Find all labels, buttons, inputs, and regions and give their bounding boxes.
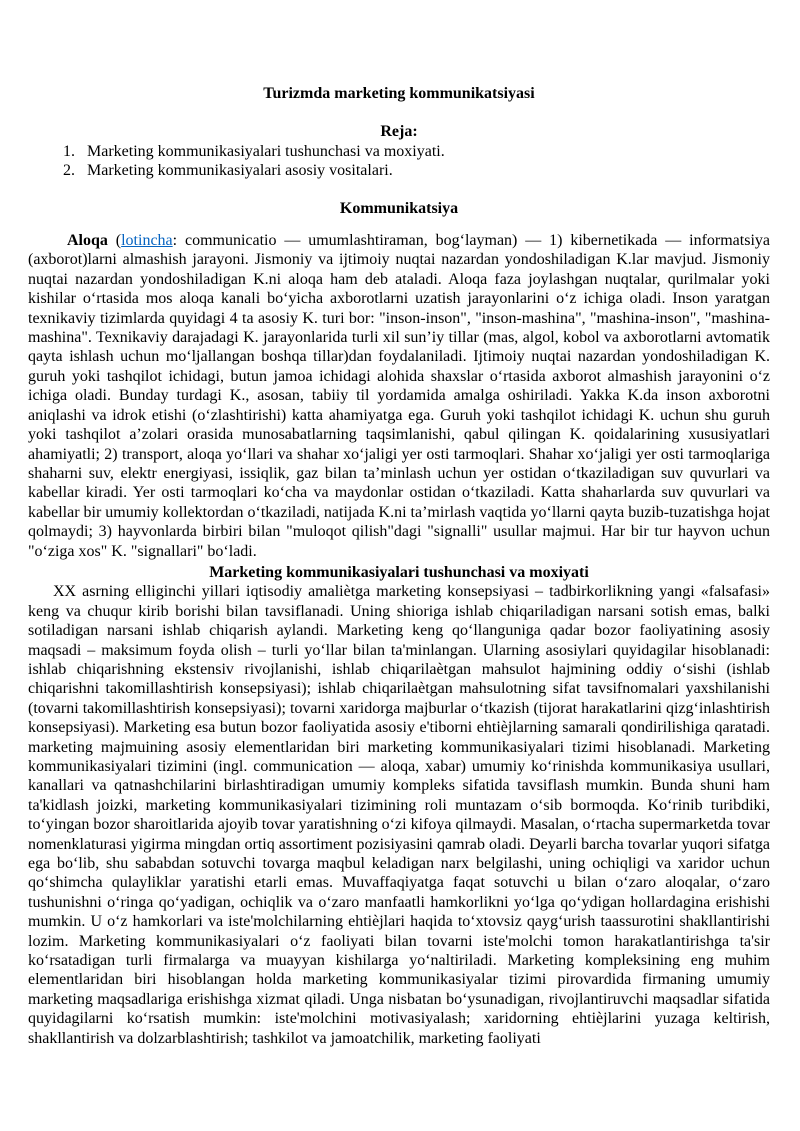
plan-item-number: 2. bbox=[63, 162, 75, 180]
paragraph-text: ( bbox=[107, 232, 122, 250]
marketing-paragraph: XX asrning elliginchi yillari iqtisodiy amaliètga marketing konsepsiyasi – tadbirkorlikning yangi «falsafasi» keng va chuqur kirib borishi bilan tavsiflanadi. Uning shioriga ishlab chiqariladigan narsani sotish emas, balki sotiladigan narsani ishlab chiqarish aylandi. Marketing keng qo‘llanguniga qadar bozor faoliyatining asosiy maqsadi – maksimum foyda olish – turli yo‘llar bilan ta'minlangan. Ularning asosiylari quyidagilar hisoblanadi: ishlab chiqarishning ekstensiv rivojlanishi, ishlab chiqarilaètgan mahsulot hajmining oddiy o‘sishi (ishlab chiqarishni takomillashtirish konsepsiyasi); ishlab chiqarilaètgan mahsulotning sifat tavsifnomalari yaxshilanishi (tovarni takomillashtirish konsepsiyasi); tovarni xaridorga majburlar o‘tkazish (tijorat harakatlarini qizg‘inlashtirish konsepsiyasi). Marketing esa butun bozor faoliyatida asosiy e'tiborni ehtièjlarning samarali qondirilishiga qaratadi. marketing majmuining asosiy elementlaridan biri marketing kommunikasiyalari tizimi hisoblanadi. Marketing kommunikasiyalari tizimini (ingl. communication — aloqa, xabar) umumiy ko‘rinishda kommunikasiya usullari, kanallari va qatnashchilarini birlashtiradigan umumiy kompleks sifatida tavsiflash mumkin. Bunda shuni ham ta'kidlash joizki, marketing kommunikasiyalari tizimining roli muntazam o‘sib bormoqda. Ko‘rinib turibdiki, to‘yingan bozor sharoitlarida ajoyib tovar yaratishning o‘zi kifoya qilmaydi. Masalan, o‘rtacha supermarketda tovar nomenklaturasi yigirma mingdan ortiq assortiment pozisiyasini qamrab oladi. Deyarli barcha tovarlar yuqori sifatga ega bo‘lib, shu sababdan sotuvchi tovarga maqbul keladigan narx belgilashi, uning ochiqligi va xaridor uchun qo‘shimcha qulayliklar yaratishi etarli emas. Muvaffaqiyatga faqat sotuvchi u bilan o‘zaro aloqalar, o‘zaro tushunishni o‘ringa qo‘yadigan, ochiqlik va o‘zaro manfaatli hamkorlikni yo‘lga qo‘ydigan hollardagina erishishi mumkin. U o‘z hamkorlari va iste'molchilarning ehtièjlari haqida to‘xtovsiz qayg‘urish taassurotini shakllantirishi lozim. Marketing kommunikasiyalari o‘z faoliyati bilan tovarni iste'molchi tomon harakatlantirishga ta'sir ko‘rsatadigan turli firmalarga va muayyan kishilarga yo‘naltiriladi. Marketing kompleksining eng muhim elementlaridan biri hisoblangan holda marketing kommunikasiyalar tizimi pirovardida firmaning umumiy marketing maqsadlariga erishishga xizmat qiladi. Unga nisbatan bo‘ysunadigan, rivojlantiruvchi maqsadlar sifatida quyidagilarni ko‘rsatish mumkin: iste'molchini motivasiyalash; xaridorning ehtièjlarini yuzaga keltirish, shakllantirish va dolzarblashtirish; tashkilot va jamoatchilik, marketing faoliyati bbox=[28, 583, 770, 1047]
plan-item bbox=[28, 142, 770, 161]
paragraph-lead-word: Aloqa bbox=[67, 232, 108, 250]
plan-item bbox=[28, 161, 770, 180]
communication-paragraph bbox=[28, 231, 770, 561]
section-kommunikatsiya-heading: Kommunikatsiya bbox=[339, 199, 459, 217]
plan-item-text: Marketing kommunikasiyalari asosiy vositalari. bbox=[87, 162, 393, 180]
document-title: Turizmda marketing kommunikatsiyasi bbox=[263, 85, 535, 102]
section-marketing-heading: Marketing kommunikasiyalari tushunchasi va moxiyati bbox=[209, 563, 589, 581]
lotincha-link[interactable]: lotincha bbox=[121, 232, 173, 250]
plan-item-text: Marketing kommunikasiyalari tushunchasi va moxiyati. bbox=[87, 142, 445, 160]
plan-list bbox=[28, 142, 770, 181]
plan-item-number: 1. bbox=[63, 142, 75, 160]
paragraph-text: : communicatio — umumlashtiraman, bog‘layman) — 1) kibernetikada — informatsiya (axborot)larni almashish jarayoni. Jismoniy va ijtimoiy nuqtai nazardan yondoshiladigan K.lar mavjud. Jismoniy nuqtai nazardan yondoshiladigan K.ni aloqa ham deb ataladi. Aloqa faza joylashgan nuqtalar, qurilmalar yoki kishilar o‘rtasida mos aloqa kanali bo‘yicha axborotlarni uzatish jarayonlarini o‘z ichiga oladi. Inson yaratgan texnikaviy tizimlarda quyidagi 4 ta asosiy K. turi bor: "inson-inson", "inson-mashina", "mashina-inson", "mashina-mashina". Texnikaviy darajadagi K. jarayonlarida turli xil sun’iy tillar (mas, algol, kobol va axborotlarni avtomatik qayta ishlash uchun mo‘ljallangan boshqa tillar)dan foydalaniladi. Ijtimoiy nuqtai nazardan yondoshiladigan K. guruh yoki tashqilot ichidagi, butun jamoa ichidagi alohida shaxslar o‘rtasida axborot almashish jarayonini o‘z ichiga oladi. Bunday turdagi K., asosan, tabiiy til yordamida amalga oshiriladi. Yakka K.da inson axborotni aniqlashi va idrok etishi (o‘zlashtirishi) katta ahamiyatga ega. Guruh yoki tashqilot ichidagi K. uchun shu guruh yoki tashqilot a’zolari orasida munosabatlarning taqsimlanishi, qabul qilingan K. qoidalarining xususiyatlari ahamiyatli; 2) transport, aloqa yo‘llari va shahar xo‘jaligi yer osti tarmoqlari. Shahar xo‘jaligi yer osti tarmoqlariga shaharni suv, elektr energiyasi, issiqlik, gaz bilan ta’minlash uchun yer ostidan o‘tkaziladigan suv quvurlari va kabellar kiradi. Yer osti tarmoqlari ko‘cha va maydonlar ostidan o‘tkaziladi. Katta shaharlarda suv quvurlari va kabellar bir umumiy kollektordan o‘tkaziladi, natijada K.ni ta’mirlash vaqtida yo‘llarni qayta buzib-tuzatishga hojat qolmaydi; 3) hayvonlarda birbiri bilan "muloqot qilish"dagi "signalli" usullar majmui. Har bir tur hayvon uchun "o‘ziga xos" K. "signallari" bo‘ladi. bbox=[28, 232, 770, 560]
plan-heading: Reja: bbox=[380, 123, 418, 141]
